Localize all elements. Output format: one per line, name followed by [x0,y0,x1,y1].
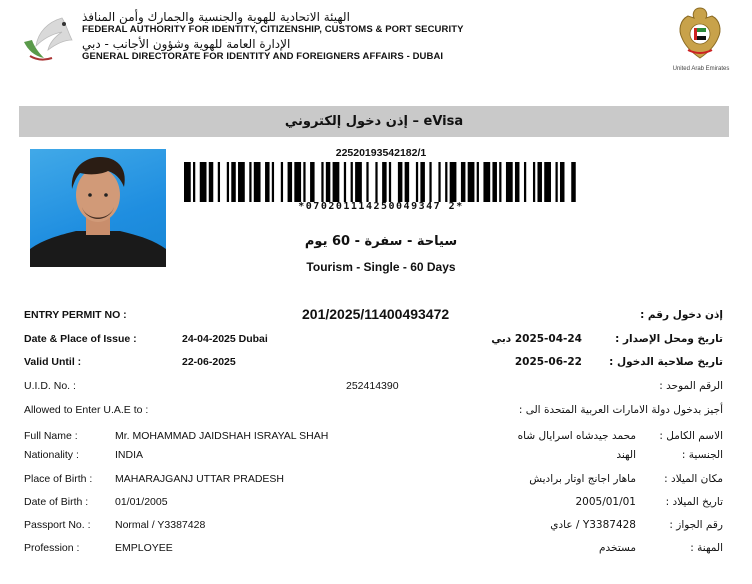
uid-value: 252414390 [346,380,399,392]
barcode-bar [375,162,377,202]
entry-permit-label-arabic: إذن دخول رقم : [640,309,723,321]
profession-value: EMPLOYEE [115,542,173,554]
barcode-bar [450,162,457,202]
full-name-label: Full Name : [24,430,78,442]
valid-until-value-arabic: 2025-06-22 [514,356,582,368]
place-of-birth-label: Place of Birth : [24,473,93,485]
barcode-bar [405,162,410,202]
barcode-bar [355,162,362,202]
barcode-bar [238,162,245,202]
barcode-bar [389,162,391,202]
entry-permit-label: ENTRY PERMIT NO : [24,309,127,321]
barcode-bar [281,162,283,202]
entry-permit-number: 201/2025/11400493472 [302,306,450,322]
profession-value-arabic: مستخدم [599,542,636,554]
barcode-bar [544,162,551,202]
person-silhouette-icon [30,149,166,267]
allowed-enter-label-arabic: أجيز بدخول دولة الامارات العربية المتحدة الى : [518,404,723,416]
nationality-label: Nationality : [24,449,79,461]
barcode-bar [351,162,353,202]
barcode-bar [537,162,542,202]
barcode-bar [254,162,261,202]
full-name-value: Mr. MOHAMMAD JAIDSHAH ISRAYAL SHAH [115,430,329,442]
valid-until-value: 22-06-2025 [182,356,236,368]
barcode-bar [333,162,340,202]
barcode-bar [366,162,368,202]
valid-until-label: Valid Until : [24,356,82,368]
barcode-bar [227,162,229,202]
passport-value: Normal / Y3387428 [115,519,206,531]
uae-emblem-icon [672,4,728,62]
barcode-bar [445,162,447,202]
barcode-bar [398,162,403,202]
barcode-bar [288,162,293,202]
allowed-enter-label: Allowed to Enter U.A.E to : [24,404,149,416]
title-band [19,106,729,137]
full-name-value-arabic: محمد جيدشاه اسرايال شاه [517,430,636,442]
date-of-birth-label-arabic: تاريخ الميلاد : [665,496,723,508]
date-of-birth-value-arabic: 2005/01/01 [575,496,636,508]
barcode-bar [468,162,475,202]
issue-date-value-arabic: 2025-04-24 دبي [491,333,582,345]
barcode-bar [429,162,431,202]
barcode-bar [209,162,214,202]
barcode-bar [499,162,501,202]
nationality-value-arabic: الهند [616,449,636,461]
barcode-bar [303,162,305,202]
directorate-name-arabic: الإدارة العامة للهوية وشؤون الأجانب - دبي [82,37,291,51]
emblem-caption: United Arab Emirates [672,66,730,72]
passport-photo [30,149,166,267]
directorate-name-english: GENERAL DIRECTORATE FOR IDENTITY AND FOREIGNERS AFFAIRS - DUBAI [82,51,444,62]
place-of-birth-value-arabic: ماهار اجانج اوتار براديش [529,473,636,485]
barcode-bar [382,162,387,202]
issue-date-label-arabic: تاريخ ومحل الإصدار : [615,333,723,345]
place-of-birth-label-arabic: مكان الميلاد : [664,473,723,485]
barcode-number-top: 22520193542182/1 [335,147,427,159]
barcode-bar [524,162,526,202]
visa-type-english: Tourism - Single - 60 Days [306,260,456,274]
barcode-bar [265,162,270,202]
barcode-bar [477,162,479,202]
passport-value-arabic: Y3387428 / عادي [550,519,636,531]
authority-name-english: FEDERAL AUTHORITY FOR IDENTITY, CITIZENSHIP, CUSTOMS & PORT SECURITY [82,24,464,35]
barcode-bar [555,162,557,202]
authority-name-arabic: الهيئة الاتحادية للهوية والجنسية والجمارك وأمن المنافذ [82,10,350,24]
barcode-bar [506,162,513,202]
barcode-bar [420,162,425,202]
issue-date-label: Date & Place of Issue : [24,333,137,345]
barcode-bar [249,162,251,202]
uid-label: U.I.D. No. : [24,380,76,392]
visa-type-arabic: سياحة - سفرة - 60 يوم [304,234,458,249]
barcode-bar [310,162,315,202]
place-of-birth-value: MAHARAJGANJ UTTAR PRADESH [115,473,284,485]
valid-until-label-arabic: تاريخ صلاحية الدخول : [609,356,723,368]
barcode-bar [438,162,440,202]
barcode-bar [272,162,274,202]
barcode-bar [326,162,331,202]
barcode-bar [492,162,497,202]
barcode-bar [571,162,576,202]
date-of-birth-label: Date of Birth : [24,496,89,508]
barcode-bar [184,162,191,202]
barcode-bar [515,162,520,202]
barcode-bar [231,162,236,202]
barcode-bar [461,162,466,202]
barcode [184,162,578,202]
barcode-bar [533,162,535,202]
falcon-logo-icon [18,12,76,66]
nationality-value: INDIA [115,449,144,461]
profession-label: Profession : [24,542,80,554]
uid-label-arabic: الرقم الموحد : [659,380,723,392]
barcode-bar [294,162,301,202]
profession-label-arabic: المهنة : [690,542,723,554]
date-of-birth-value: 01/01/2005 [115,496,168,508]
document-title: إذن دخول إلكتروني – eVisa [284,114,464,129]
barcode-bar [344,162,346,202]
barcode-bar [560,162,565,202]
full-name-label-arabic: الاسم الكامل : [659,430,723,442]
barcode-bar [200,162,207,202]
issue-date-value: 24-04-2025 Dubai [182,333,268,345]
passport-label-arabic: رقم الجواز : [669,519,723,531]
barcode-bar [218,162,220,202]
passport-label: Passport No. : [24,519,91,531]
nationality-label-arabic: الجنسية : [681,449,723,461]
barcode-bar [416,162,418,202]
barcode-bar [193,162,195,202]
barcode-number-bottom: *070201114250049347 2* [298,201,464,212]
barcode-bar [483,162,490,202]
barcode-bar [321,162,323,202]
